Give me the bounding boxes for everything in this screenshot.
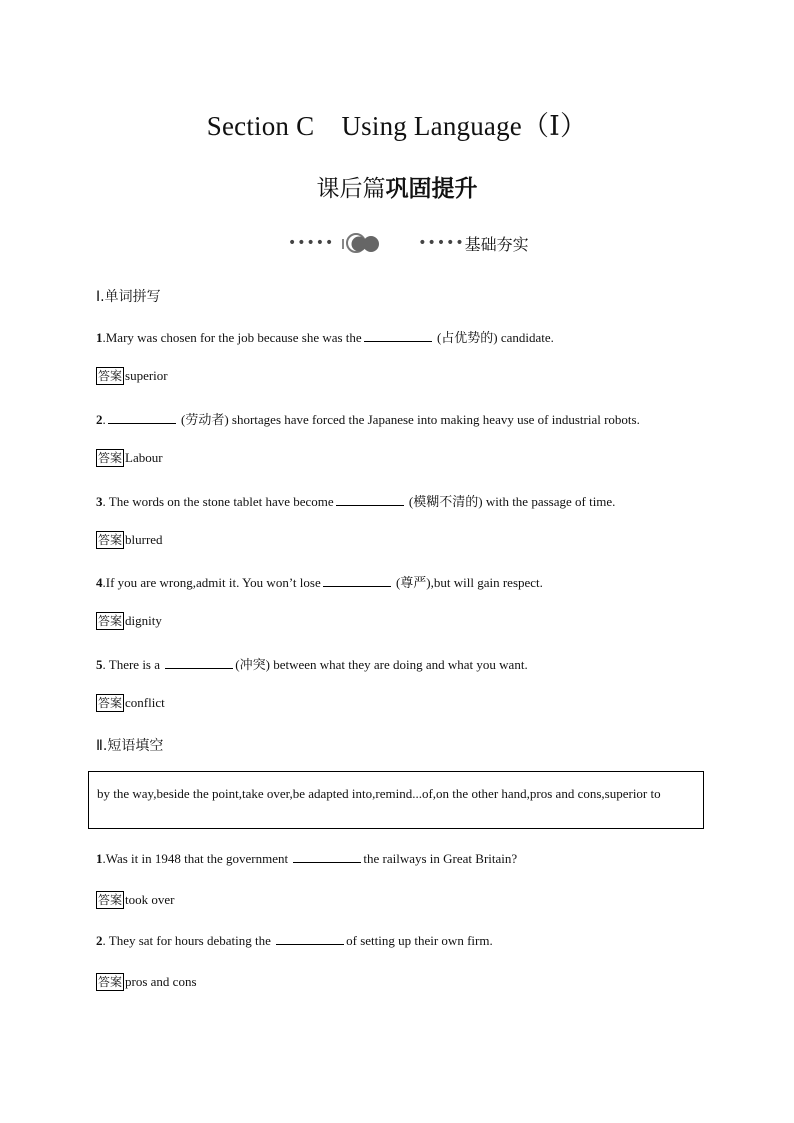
word-bank-text: by the way,beside the point,take over,be adapted into,remind...of,on the other hand,pros and cons,superior to (97, 786, 661, 801)
question-number: 3 (96, 494, 103, 509)
subtitle-plain: 课后篇 (316, 176, 386, 202)
answer-badge: 答案 (98, 533, 123, 547)
answer-blank (108, 412, 176, 424)
answer-row (96, 891, 174, 909)
answer-row (96, 449, 163, 467)
answer-blank (293, 851, 361, 863)
banner-dots-right: ••••• (418, 235, 465, 251)
answer-text: took over (125, 892, 175, 907)
question-text: . (102, 412, 106, 427)
answer-text: Labour (125, 450, 163, 465)
answer-row (96, 973, 197, 991)
double-circle-icon (338, 230, 386, 256)
question-4 (96, 572, 543, 591)
answer-text: pros and cons (125, 974, 197, 989)
answer-badge: 答案 (98, 975, 123, 989)
question-text: .Mary was chosen for the job because she was the (102, 330, 362, 345)
question-text: .If you are wrong,admit it. You won’t lose (102, 575, 321, 590)
answer-row (96, 531, 163, 549)
question-number: 1 (96, 330, 103, 345)
question-number: 2 (96, 933, 103, 948)
question-number: 2 (96, 412, 103, 427)
question-text: the railways in Great Britain? (363, 851, 518, 866)
banner-label: 基础夯实 (464, 234, 529, 254)
answer-row (96, 694, 165, 712)
question-text: (冲突) between what they are doing and what you want. (235, 657, 528, 672)
page-title: Section C Using Language（Ⅰ） (206, 111, 588, 141)
phrase-question-1 (96, 851, 517, 867)
answer-badge: 答案 (98, 893, 123, 907)
section-heading-phrases: Ⅱ.短语填空 (96, 738, 164, 754)
answer-row (96, 612, 162, 630)
question-text: . They sat for hours debating the (102, 933, 275, 948)
answer-blank (336, 494, 404, 506)
question-text: .Was it in 1948 that the government (102, 851, 292, 866)
answer-blank (323, 575, 391, 587)
answer-text: blurred (125, 532, 163, 547)
answer-text: superior (125, 368, 168, 383)
banner-dots-left: ••••• (288, 235, 335, 251)
question-text: (劳动者) shortages have forced the Japanese into making heavy use of industrial robots. (177, 412, 640, 427)
section-heading-spelling: Ⅰ.单词拼写 (96, 289, 161, 305)
question-5 (96, 654, 528, 673)
phrase-question-2 (96, 933, 493, 949)
question-text: (占优势的) candidate. (433, 330, 554, 345)
answer-badge: 答案 (98, 369, 123, 383)
question-number: 5 (96, 657, 103, 672)
answer-badge: 答案 (98, 614, 123, 628)
question-number: 1 (96, 851, 103, 866)
answer-blank (165, 657, 233, 669)
page-subtitle (0, 170, 794, 203)
question-1 (96, 327, 554, 346)
answer-badge: 答案 (98, 451, 123, 465)
question-number: 4 (96, 575, 103, 590)
question-2 (96, 409, 640, 428)
question-3 (96, 491, 615, 510)
question-text: . There is a (102, 657, 164, 672)
answer-blank (276, 933, 344, 945)
question-text: (尊严),but will gain respect. (392, 575, 543, 590)
question-text: (模糊不清的) with the passage of time. (405, 494, 616, 509)
answer-text: conflict (125, 695, 165, 710)
question-text: . The words on the stone tablet have become (102, 494, 334, 509)
answer-blank (364, 330, 432, 342)
question-text: of setting up their own firm. (346, 933, 493, 948)
answer-row (96, 367, 168, 385)
answer-badge: 答案 (98, 696, 123, 710)
answer-text: dignity (125, 613, 162, 628)
word-bank-box (88, 771, 704, 829)
subtitle-bold: 巩固提升 (385, 176, 478, 202)
level-banner (288, 230, 529, 256)
